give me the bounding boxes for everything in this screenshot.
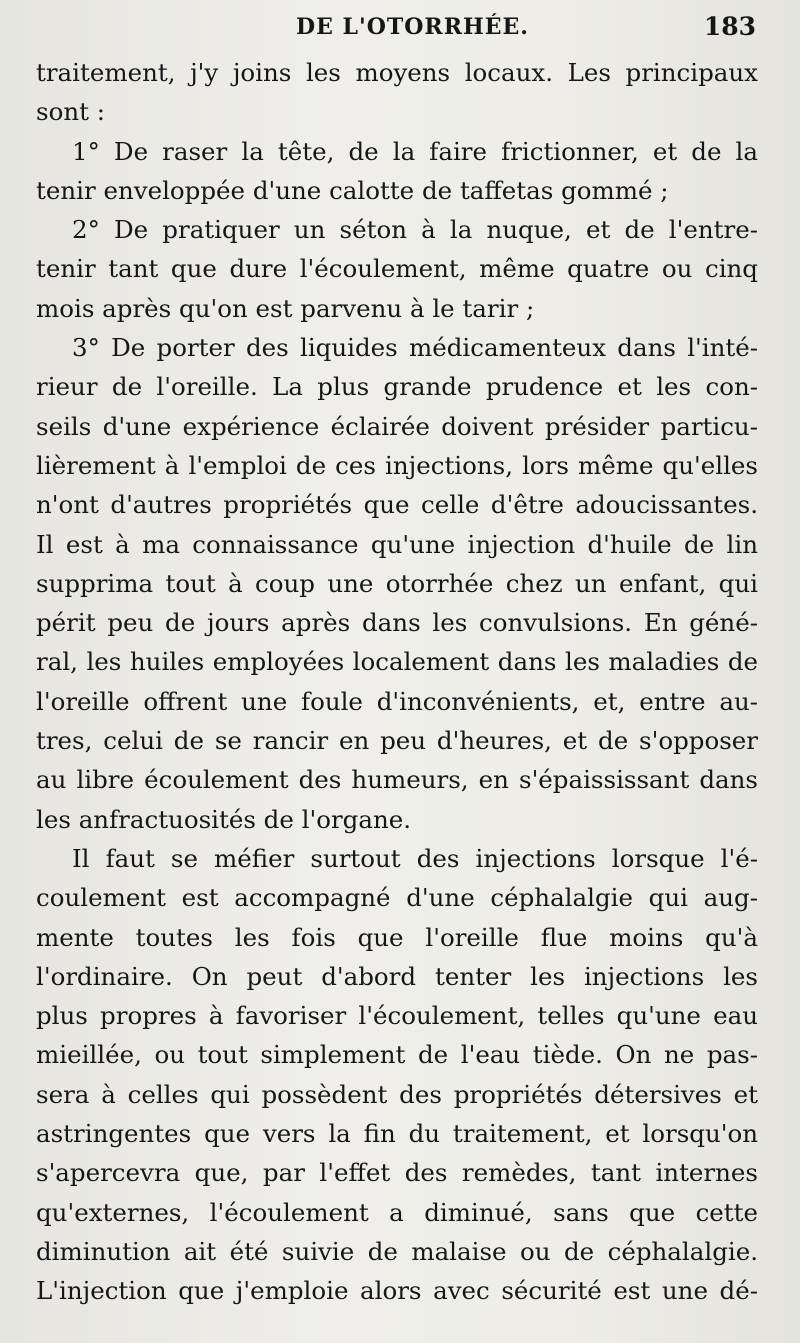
- text-line: Il faut se méfier surtout des injections lorsque l'é-: [72, 843, 758, 873]
- text-line: mieillée, ou tout simplement de l'eau tiède. On ne pas-: [36, 1040, 758, 1070]
- text-line: 3° De porter des liquides médicamenteux dans l'inté-: [72, 333, 758, 363]
- text-line: les anfractuosités de l'organe.: [36, 804, 412, 834]
- text-line: tres, celui de se rancir en peu d'heures, et de s'opposer: [36, 726, 758, 756]
- text-line: au libre écoulement des humeurs, en s'épaississant dans: [36, 765, 758, 795]
- running-head: [0, 10, 800, 46]
- text-line: astringentes que vers la fin du traitement, et lorsqu'on: [36, 1119, 758, 1149]
- text-line: sera à celles qui possèdent des propriétés détersives et: [36, 1079, 758, 1109]
- text-line: s'apercevra que, par l'effet des remèdes, tant internes: [36, 1158, 758, 1188]
- text-line: 1° De raser la tête, de la faire frictionner, et de la: [72, 136, 758, 166]
- text-line: ral, les huiles employées localement dans les maladies de: [36, 647, 758, 677]
- text-line: traitement, j'y joins les moyens locaux. Les principaux: [36, 58, 758, 87]
- page-number: 183: [703, 12, 756, 41]
- text-line: l'ordinaire. On peut d'abord tenter les injections les: [36, 961, 758, 991]
- text-line: L'injection que j'emploie alors avec sécurité est une dé-: [36, 1276, 758, 1306]
- text-line: mente toutes les fois que l'oreille flue moins qu'à: [36, 922, 758, 952]
- text-line: n'ont d'autres propriétés que celle d'être adoucissantes.: [36, 490, 758, 520]
- text-line: plus propres à favoriser l'écoulement, telles qu'une eau: [36, 1001, 758, 1031]
- text-line: mois après qu'on est parvenu à le tarir ;: [36, 293, 535, 323]
- text-line: sont :: [36, 97, 105, 127]
- text-line: rieur de l'oreille. La plus grande prudence et les con-: [36, 372, 758, 402]
- text-line: qu'externes, l'écoulement a diminué, sans que cette: [36, 1197, 758, 1227]
- text-line: lièrement à l'emploi de ces injections, lors même qu'elles: [36, 450, 758, 480]
- text-line: supprima tout à coup une otorrhée chez un enfant, qui: [36, 568, 758, 598]
- text-line: coulement est accompagné d'une céphalalgie qui aug-: [36, 883, 758, 913]
- text-line: seils d'une expérience éclairée doivent présider particu-: [36, 411, 758, 441]
- text-line: diminution ait été suivie de malaise ou de céphalalgie.: [36, 1236, 758, 1266]
- text-line: tenir enveloppée d'une calotte de taffetas gommé ;: [36, 175, 669, 205]
- text-line: Il est à ma connaissance qu'une injection d'huile de lin: [36, 529, 758, 559]
- running-title: DE L'OTORRHÉE.: [296, 14, 529, 40]
- text-line: tenir tant que dure l'écoulement, même quatre ou cinq: [36, 254, 758, 284]
- text-line: 2° De pratiquer un séton à la nuque, et de l'entre-: [72, 215, 758, 245]
- text-line: périt peu de jours après dans les convulsions. En géné-: [36, 608, 758, 638]
- text-line: l'oreille offrent une foule d'inconvénients, et, entre au-: [36, 686, 758, 716]
- body-text: [36, 53, 758, 1311]
